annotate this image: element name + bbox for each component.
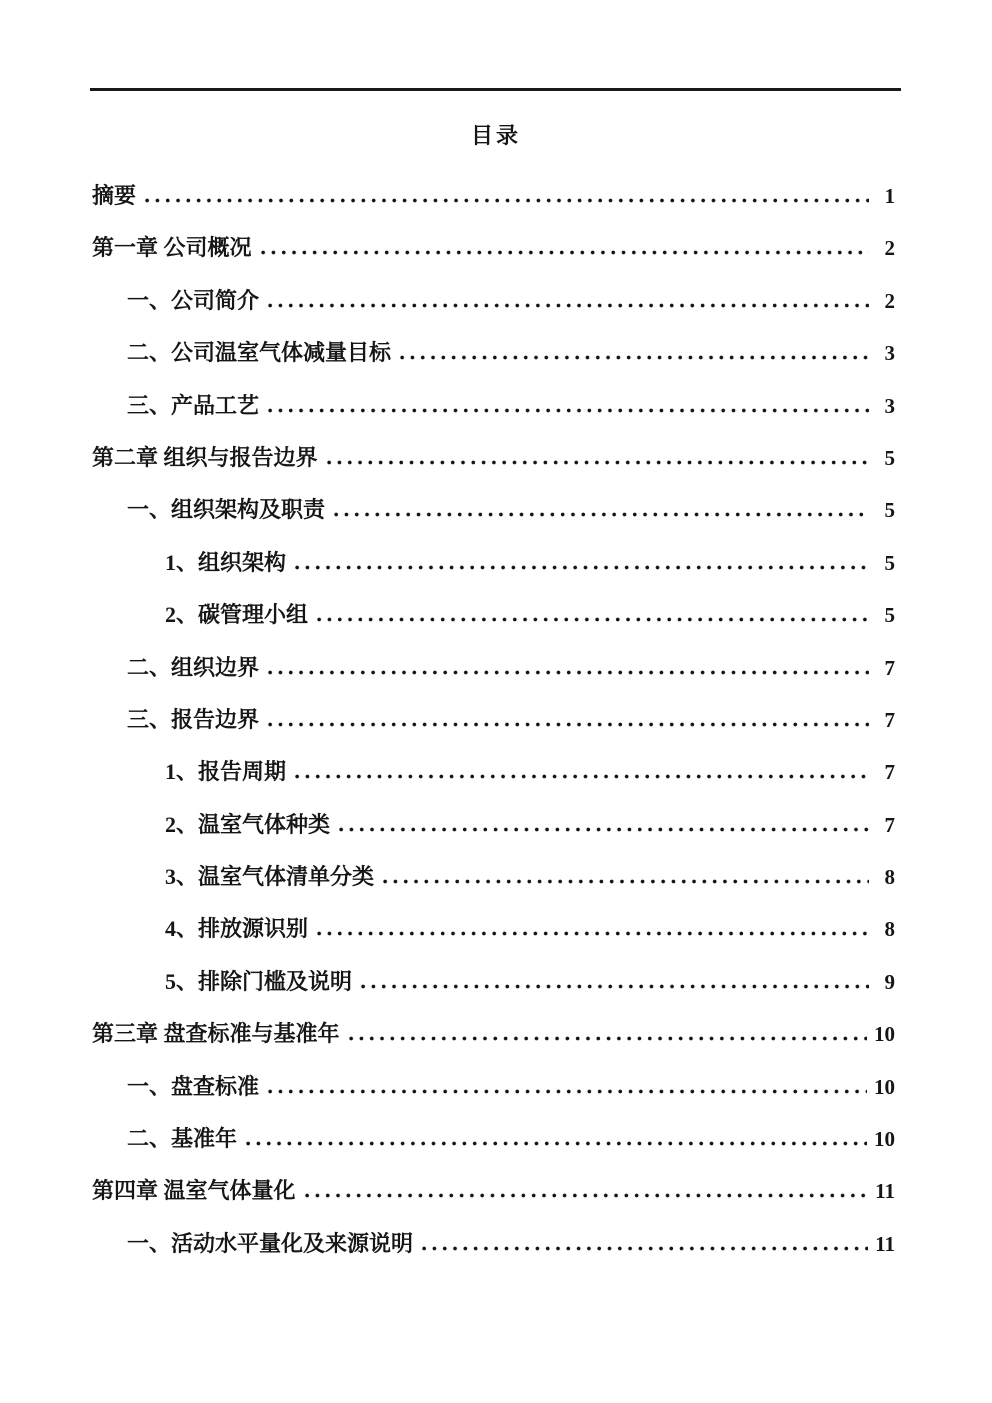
toc-dot-leader (331, 512, 869, 517)
toc-dot-leader (292, 774, 869, 779)
toc-entry (92, 851, 895, 903)
toc-entry-label: 第三章 盘查标准与基准年 (92, 1021, 340, 1047)
toc-dot-leader (142, 198, 869, 203)
toc-entry-page-number: 11 (875, 1231, 895, 1256)
toc-entry-label: 2、碳管理小组 (165, 602, 309, 628)
toc-entry-page-number: 10 (874, 1127, 895, 1152)
toc-entry (92, 484, 895, 536)
toc-dot-leader (265, 1089, 867, 1094)
toc-dot-leader (302, 1193, 869, 1198)
toc-list (92, 170, 895, 1270)
toc-dot-leader (346, 1036, 867, 1041)
toc-entry (92, 537, 895, 589)
toc-entry (92, 380, 895, 432)
toc-entry-page-number: 10 (874, 1022, 895, 1047)
toc-entry (92, 746, 895, 798)
toc-entry (92, 589, 895, 641)
toc-dot-leader (292, 565, 869, 570)
toc-entry-label: 一、活动水平量化及来源说明 (127, 1230, 414, 1256)
toc-entry (92, 222, 895, 274)
toc-entry-label: 第二章 组织与报告边界 (92, 444, 318, 470)
toc-entry-page-number: 5 (884, 550, 895, 575)
toc-entry (92, 642, 895, 694)
toc-entry-label: 第四章 温室气体量化 (92, 1178, 296, 1204)
toc-entry-label: 一、盘查标准 (127, 1073, 260, 1099)
toc-dot-leader (265, 408, 869, 413)
toc-entry-page-number: 5 (884, 603, 895, 628)
toc-dot-leader (324, 460, 869, 465)
toc-dot-leader (358, 984, 869, 989)
toc-entry-page-number: 8 (884, 865, 895, 890)
toc-entry-label: 一、组织架构及职责 (127, 497, 326, 523)
toc-entry-page-number: 3 (884, 393, 895, 418)
toc-entry-page-number: 7 (884, 760, 895, 785)
toc-entry-label: 1、报告周期 (165, 759, 287, 785)
toc-entry (92, 327, 895, 379)
toc-entry-label: 二、公司温室气体减量目标 (127, 340, 392, 366)
toc-entry (92, 1008, 895, 1060)
toc-dot-leader (265, 722, 869, 727)
toc-dot-leader (265, 303, 869, 308)
toc-dot-leader (397, 355, 869, 360)
toc-entry (92, 799, 895, 851)
toc-dot-leader (336, 827, 869, 832)
toc-entry-label: 2、温室气体种类 (165, 811, 331, 837)
toc-entry-page-number: 7 (884, 707, 895, 732)
toc-entry-label: 一、公司简介 (127, 287, 260, 313)
toc-entry (92, 432, 895, 484)
toc-entry-page-number: 5 (884, 445, 895, 470)
toc-entry-page-number: 2 (884, 236, 895, 261)
toc-entry-page-number: 2 (884, 288, 895, 313)
toc-dot-leader (419, 1246, 868, 1251)
toc-entry-label: 1、组织架构 (165, 549, 287, 575)
toc-entry-page-number: 10 (874, 1074, 895, 1099)
toc-dot-leader (314, 617, 869, 622)
toc-entry-page-number: 9 (884, 969, 895, 994)
toc-entry (92, 1113, 895, 1165)
toc-entry-page-number: 5 (884, 498, 895, 523)
toc-entry-page-number: 8 (884, 917, 895, 942)
toc-entry (92, 1165, 895, 1217)
toc-title: 目录 (470, 123, 521, 148)
toc-dot-leader (314, 931, 869, 936)
toc-entry-label: 5、排除门槛及说明 (165, 968, 353, 994)
toc-entry-label: 第一章 公司概况 (92, 235, 252, 261)
toc-entry (92, 170, 895, 222)
toc-entry-page-number: 7 (884, 655, 895, 680)
toc-entry-page-number: 1 (884, 184, 895, 208)
toc-entry (92, 1061, 895, 1113)
toc-dot-leader (265, 670, 869, 675)
toc-entry (92, 956, 895, 1008)
toc-entry-page-number: 3 (884, 341, 895, 366)
toc-entry-label: 4、排放源识别 (165, 916, 309, 942)
toc-entry-label: 摘要 (92, 183, 137, 208)
toc-entry-label: 3、温室气体清单分类 (165, 864, 375, 890)
toc-entry-page-number: 7 (884, 812, 895, 837)
toc-entry (92, 275, 895, 327)
toc-entry-page-number: 11 (875, 1179, 895, 1204)
header-rule (90, 88, 901, 91)
toc-dot-leader (380, 879, 869, 884)
toc-entry (92, 694, 895, 746)
toc-entry-label: 三、报告边界 (127, 706, 260, 732)
toc-entry-label: 三、产品工艺 (127, 392, 260, 418)
toc-dot-leader (258, 250, 869, 255)
toc-entry (92, 1218, 895, 1270)
toc-dot-leader (243, 1141, 867, 1146)
toc-entry-label: 二、基准年 (127, 1126, 238, 1152)
toc-entry (92, 903, 895, 955)
toc-entry-label: 二、组织边界 (127, 654, 260, 680)
